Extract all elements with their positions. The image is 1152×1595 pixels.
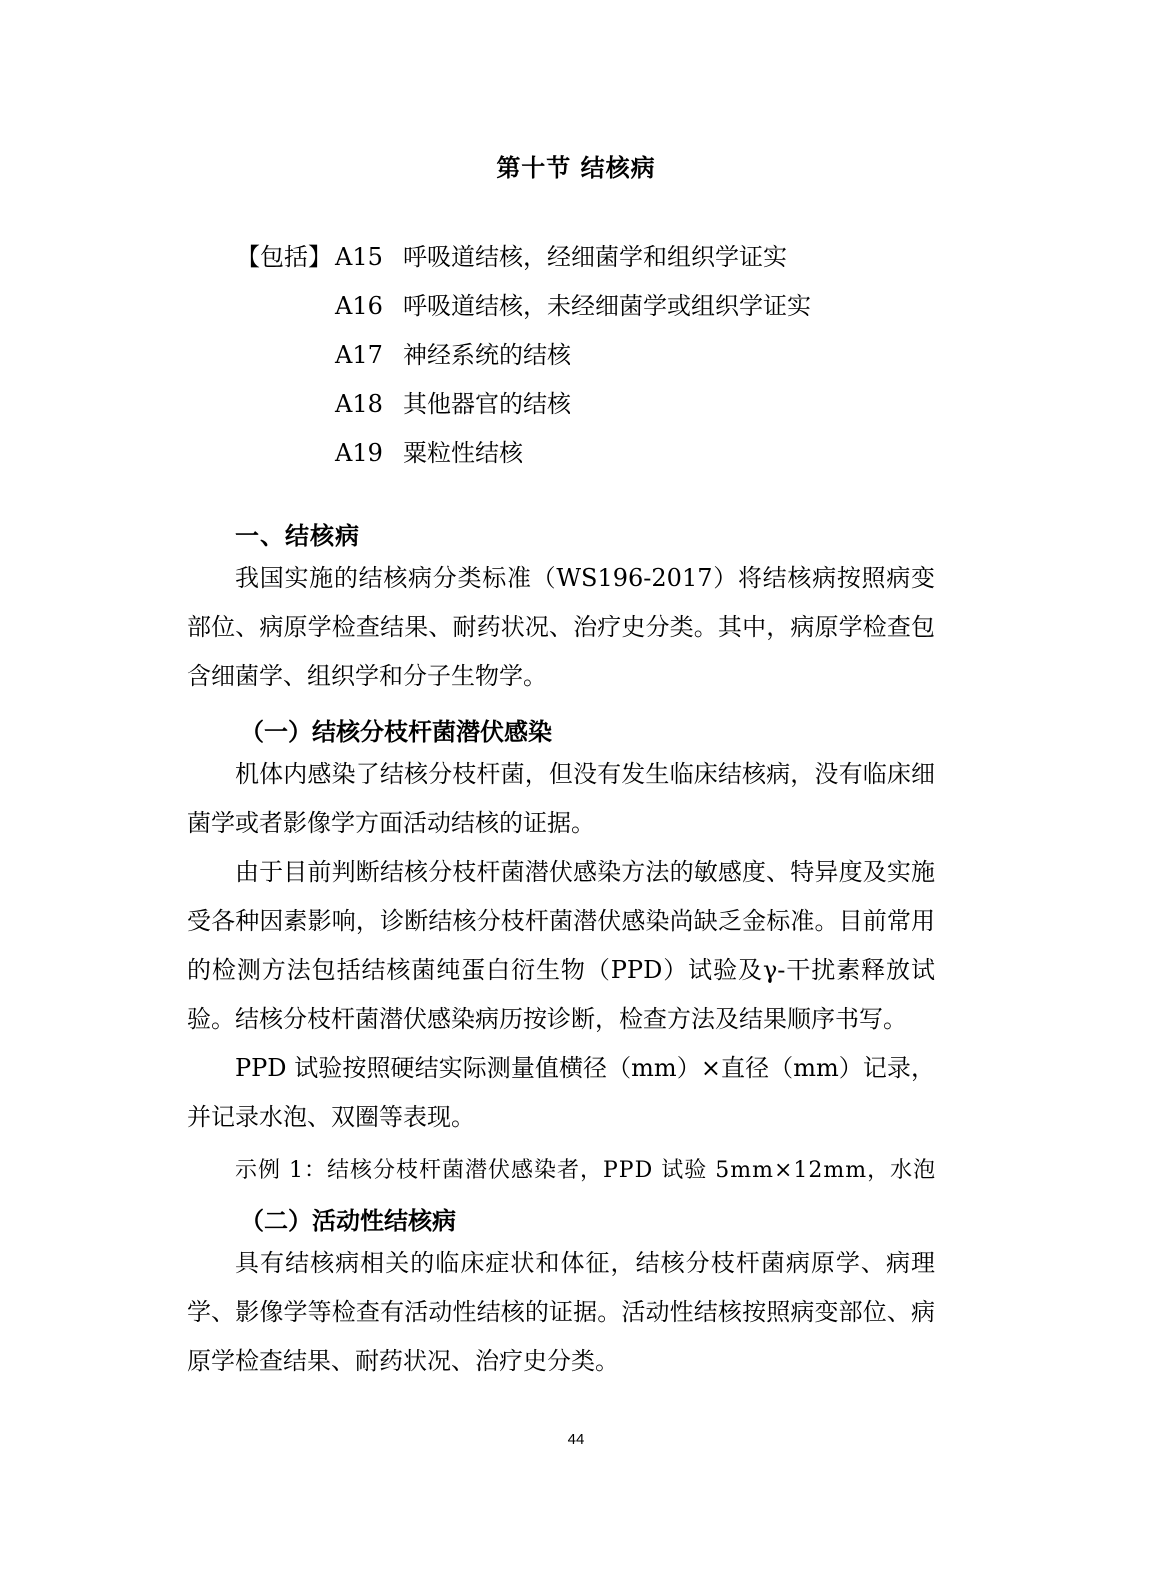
subheading-latent-infection: （一）结核分枝杆菌潜伏感染 — [240, 718, 552, 746]
page-number: 44 — [567, 1431, 585, 1448]
includes-item-text: 神经系统的结核 — [403, 341, 571, 369]
paragraph-ppd-record: PPD 试验按照硬结实际测量值横径（mm）×直径（mm）记录，并记录水泡、双圈等表现。 — [187, 1054, 935, 1131]
paragraph-record-order: 结核分枝杆菌潜伏感染病历按诊断，检查方法及结果顺序书写。 — [235, 1005, 907, 1033]
includes-label: 【包括】 — [236, 243, 332, 271]
includes-item-code: A19 — [335, 439, 383, 467]
paragraph-latent-definition: 机体内感染了结核分枝杆菌，但没有发生临床结核病，没有临床细菌学或者影像学方面活动结核的证据。 — [187, 760, 935, 837]
includes-item — [335, 237, 787, 271]
includes-item — [335, 335, 571, 369]
includes-item-text: 呼吸道结核，经细菌学和组织学证实 — [403, 243, 787, 271]
example-line: 示例 1：结核分枝杆菌潜伏感染者，PPD 试验 5mm×12mm，水泡 — [235, 1158, 937, 1183]
paragraph-active-tb: 具有结核病相关的临床症状和体征，结核分枝杆菌病原学、病理学、影像学等检查有活动性结核的证据。活动性结核按照病变部位、病原学检查结果、耐药状况、治疗史分类。 — [187, 1249, 935, 1375]
includes-item-code: A17 — [335, 341, 383, 369]
subheading-active-tb: （二）活动性结核病 — [240, 1207, 456, 1235]
includes-item-text: 其他器官的结核 — [403, 390, 571, 418]
includes-item — [335, 286, 811, 320]
includes-item-code: A16 — [335, 292, 383, 320]
paragraph-classification: 我国实施的结核病分类标准（WS196-2017）将结核病按照病变部位、病原学检查结果、耐药状况、治疗史分类。其中，病原学检查包含细菌学、组织学和分子生物学。 — [187, 564, 935, 690]
includes-item — [335, 384, 571, 418]
includes-item-text: 粟粒性结核 — [403, 439, 523, 467]
includes-item — [335, 433, 523, 467]
includes-item-text: 呼吸道结核，未经细菌学或组织学证实 — [403, 292, 811, 320]
includes-item-code: A18 — [335, 390, 383, 418]
section-title: 第十节 结核病 — [496, 154, 656, 182]
paragraph-latent-diagnosis: 由于目前判断结核分枝杆菌潜伏感染方法的敏感度、特异度及实施受各种因素影响，诊断结核分枝杆菌潜伏感染尚缺乏金标准。目前常用的检测方法包括结核菌纯蛋白衍生物（PPD）试验及γ-干扰素释放试验。 — [187, 858, 935, 1033]
includes-item-code: A15 — [335, 243, 383, 271]
heading-tuberculosis: 一、结核病 — [235, 522, 360, 550]
